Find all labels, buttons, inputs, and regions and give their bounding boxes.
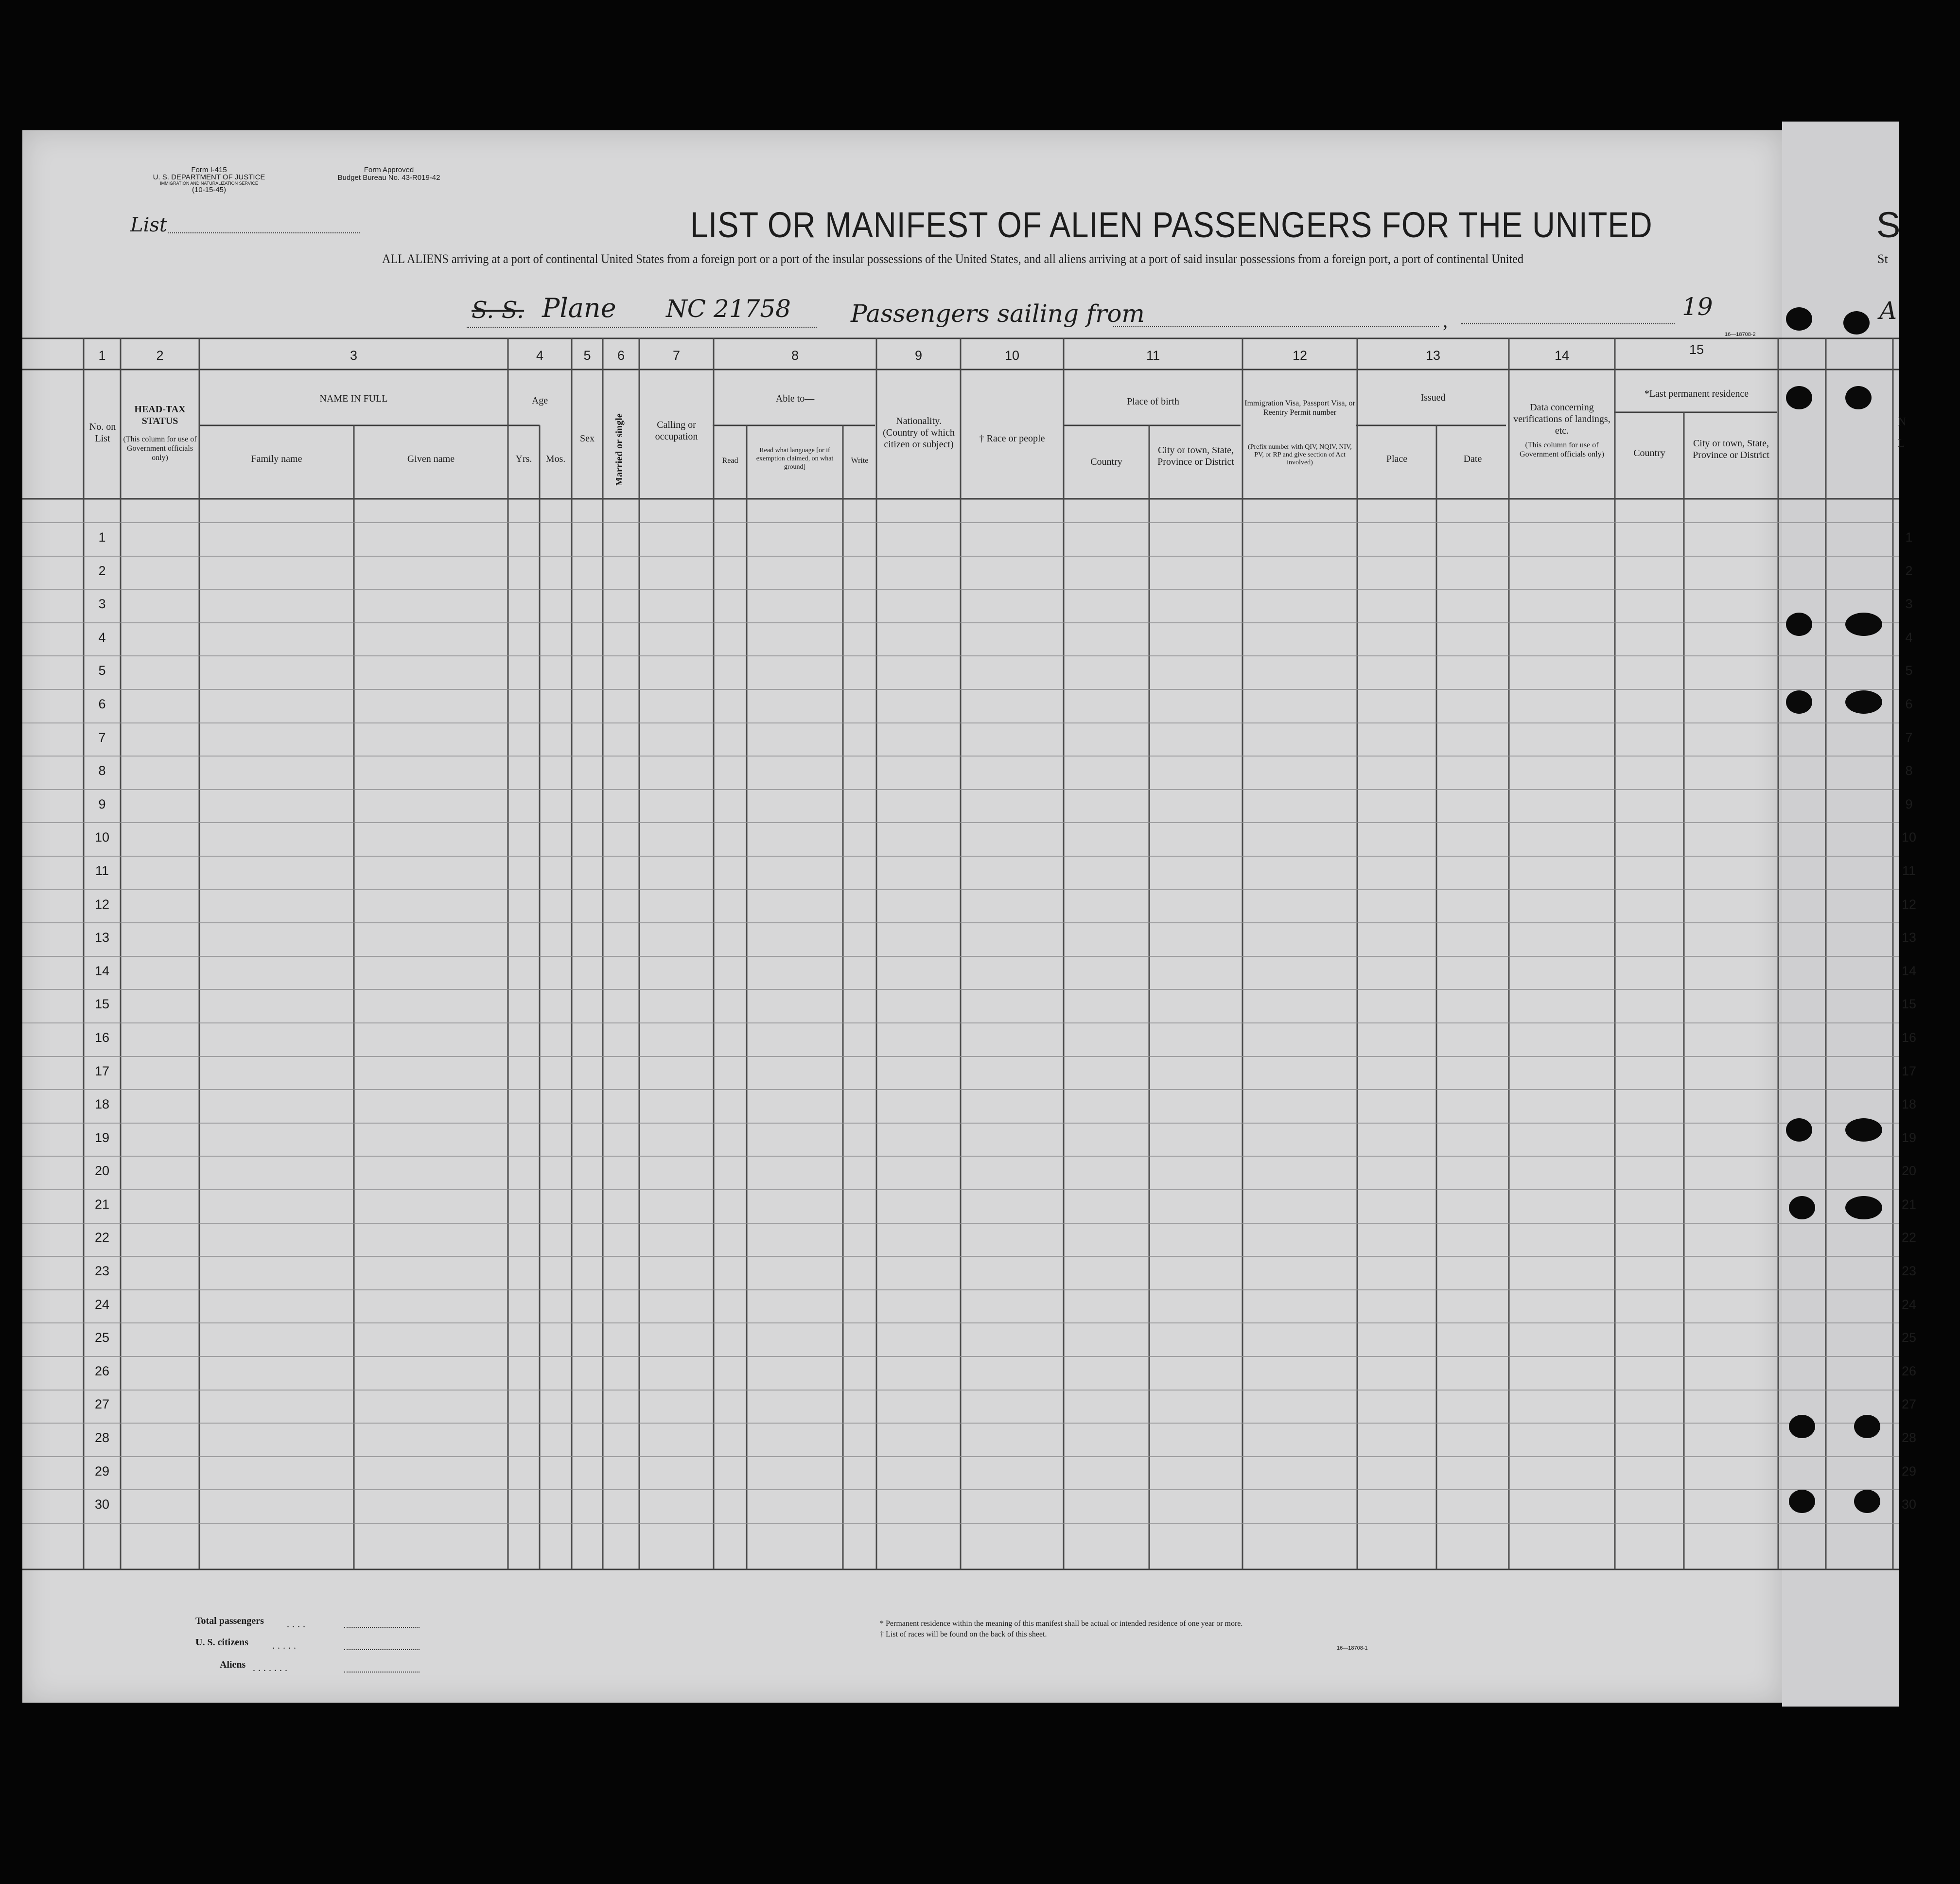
col-header-read-language: Read what language [or if exemption claimed, on what ground] — [756, 447, 834, 471]
total-passengers-field[interactable] — [344, 1627, 420, 1628]
budget-number: Budget Bureau No. 43-R019-42 — [337, 174, 440, 182]
col-header-able-to: Able to— — [775, 393, 815, 404]
row-number: 17 — [1901, 1063, 1917, 1078]
col-header-birth-city: City or town, State, Province or District — [1157, 445, 1234, 467]
col-header-age-mos: Mos. — [545, 454, 566, 464]
footnote-races: † List of races will be found on the back of this sheet. — [880, 1630, 1047, 1638]
row-number: 19 — [1901, 1130, 1917, 1145]
service-name: IMMIGRATION AND NATURALIZATION SERVICE — [160, 181, 258, 186]
row-number: 21 — [94, 1197, 110, 1212]
col-header-read: Read — [722, 457, 738, 465]
col-num-8: 8 — [791, 348, 799, 363]
punch-hole — [1854, 1415, 1880, 1438]
row-number: 26 — [1901, 1363, 1917, 1378]
row-number: 1 — [98, 530, 106, 545]
subtitle-continuation: St — [1877, 252, 1888, 266]
row-number: 13 — [1901, 930, 1917, 945]
punch-hole — [1843, 311, 1870, 335]
us-citizens-label: U. S. citizens — [195, 1637, 248, 1648]
row-number: 7 — [1905, 730, 1913, 745]
col-header-last-residence: *Last permanent residence — [1644, 388, 1749, 399]
row-number: 8 — [98, 763, 106, 778]
row-number: 14 — [1901, 963, 1917, 978]
row-number: 6 — [98, 696, 106, 711]
punch-hole — [1789, 1196, 1815, 1219]
col-header-head-tax: HEAD-TAX STATUS — [134, 404, 186, 426]
us-citizens-field[interactable] — [344, 1649, 420, 1650]
punch-hole — [1845, 1196, 1882, 1219]
col-header-no-on-list: No. on List — [89, 422, 116, 444]
row-number: 25 — [94, 1330, 110, 1345]
aliens-field[interactable] — [344, 1672, 420, 1673]
title-continuation: S — [1876, 205, 1901, 245]
col-header-birth-country: Country — [1090, 457, 1122, 467]
row-number: 20 — [1901, 1163, 1917, 1179]
revision-date: (10-15-45) — [192, 186, 227, 194]
col-header-visa: Immigration Visa, Passport Visa, or Reentry Permit number — [1244, 399, 1355, 417]
row-number: 2 — [98, 563, 106, 578]
punch-hole — [1786, 690, 1812, 714]
row-number: 16 — [94, 1030, 110, 1045]
print-code: 16—18708-2 — [1725, 332, 1756, 337]
row-number: 1 — [1905, 530, 1913, 545]
department-name: U. S. DEPARTMENT OF JUSTICE — [153, 173, 265, 181]
row-number: 12 — [94, 897, 110, 912]
col-header-place-of-birth: Place of birth — [1127, 396, 1179, 407]
punch-hole — [1854, 1490, 1880, 1513]
footnote-permanent-residence: * Permanent residence within the meaning of this manifest shall be actual or intended residence of one year or more. — [880, 1620, 1243, 1628]
row-number: 13 — [94, 930, 110, 945]
col-num-9: 9 — [914, 348, 923, 363]
sailing-label: Passengers sailing from — [851, 299, 1145, 328]
col-header-issued-date: Date — [1463, 454, 1482, 464]
col-header-verifications-note: (This column for use of Government officials only) — [1520, 441, 1604, 458]
row-number: 8 — [1905, 763, 1913, 778]
col-num-6: 6 — [617, 348, 625, 363]
punch-hole — [1845, 386, 1872, 409]
col-header-issued-place: Place — [1386, 454, 1408, 464]
row-number: 9 — [98, 796, 106, 811]
row-number: 23 — [1901, 1264, 1917, 1279]
col-header-verifications: Data concerning verifications of landings, etc. — [1513, 402, 1610, 436]
leader-dots: ..... — [272, 1640, 299, 1651]
row-number: 16 — [1901, 1030, 1917, 1045]
row-number: 19 — [94, 1130, 110, 1145]
col-num-5: 5 — [583, 348, 591, 363]
leader-dots: .... — [287, 1619, 308, 1630]
row-number: 5 — [1905, 663, 1913, 678]
row-number: 26 — [94, 1363, 110, 1378]
right-header-fragment: A — [1879, 297, 1897, 325]
row-number: 28 — [94, 1430, 110, 1445]
row-number: 20 — [94, 1163, 110, 1179]
col-header-calling: Calling or occupation — [655, 420, 698, 442]
col-header-race: † Race or people — [979, 433, 1045, 444]
row-numbers-right — [1893, 530, 1925, 1531]
col-num-15: 15 — [1689, 342, 1704, 357]
punch-hole — [1786, 386, 1812, 409]
col-num-4: 4 — [536, 348, 544, 363]
row-number: 4 — [1905, 630, 1913, 645]
punch-hole — [1845, 690, 1882, 714]
punch-hole — [1786, 307, 1812, 331]
row-number: 25 — [1901, 1330, 1917, 1345]
row-number: 27 — [1901, 1397, 1917, 1412]
page-subtitle: ALL ALIENS arriving at a port of continental United States from a foreign port or a port of the insular possessions of the United States, and all aliens arriving at a port of said insular possessions from a foreign port, a port of continental United — [382, 252, 1524, 266]
row-number: 3 — [98, 597, 106, 612]
row-number: 23 — [94, 1264, 110, 1279]
page-title: LIST OR MANIFEST OF ALIEN PASSENGERS FOR THE UNITED — [690, 205, 1653, 245]
row-number: 10 — [94, 830, 110, 845]
vessel-number: NC 21758 — [666, 295, 791, 323]
aliens-label: Aliens — [220, 1659, 246, 1670]
row-number: 24 — [1901, 1297, 1917, 1312]
form-approved: Form Approved — [364, 166, 414, 174]
col-num-3: 3 — [350, 348, 358, 363]
punch-hole — [1786, 613, 1812, 636]
col-header-nationality: Nationality. (Country of which citizen or subject) — [883, 416, 955, 450]
col-header-age-yrs: Yrs. — [515, 454, 532, 464]
col-num-7: 7 — [672, 348, 681, 363]
row-number: 11 — [95, 863, 109, 878]
list-label: List — [130, 214, 167, 236]
row-number: 3 — [1905, 597, 1913, 612]
row-number: 22 — [94, 1230, 110, 1245]
row-number: 15 — [94, 997, 110, 1012]
row-number: 29 — [1901, 1463, 1917, 1479]
vessel-prefix: S. S. — [472, 297, 525, 324]
punch-hole — [1845, 613, 1882, 636]
row-number: 27 — [94, 1397, 110, 1412]
col-num-12: 12 — [1292, 348, 1308, 363]
row-number: 24 — [94, 1297, 110, 1312]
col-num-14: 14 — [1554, 348, 1570, 363]
row-number: 30 — [1901, 1497, 1917, 1512]
row-number: 12 — [1901, 897, 1917, 912]
row-number: 11 — [1902, 863, 1916, 878]
year-prefix: 19 — [1682, 293, 1713, 321]
row-number: 9 — [1905, 796, 1913, 811]
punch-hole — [1789, 1490, 1815, 1513]
col-header-family-name: Family name — [251, 454, 302, 464]
vessel-name: Plane — [542, 293, 616, 323]
col-header-given-name: Given name — [407, 454, 455, 464]
col-num-13: 13 — [1425, 348, 1441, 363]
row-number: 7 — [98, 730, 106, 745]
row-numbers-left — [84, 530, 121, 1531]
footnote-code: 16—18708-1 — [1337, 1645, 1368, 1651]
row-number: 21 — [1901, 1197, 1917, 1212]
col-num-10: 10 — [1004, 348, 1020, 363]
col-header-visa-note: (Prefix number with QIV, NQIV, NIV, PV, or RP and give section of Act involved) — [1248, 443, 1352, 466]
col-num-1: 1 — [98, 348, 106, 363]
row-number: 18 — [1901, 1097, 1917, 1112]
row-number: 15 — [1901, 997, 1917, 1012]
row-number: 18 — [94, 1097, 110, 1112]
punch-hole — [1786, 1118, 1812, 1142]
total-passengers-label: Total passengers — [195, 1616, 264, 1626]
row-number: 4 — [98, 630, 106, 645]
col-header-name: NAME IN FULL — [319, 393, 388, 404]
row-number: 28 — [1901, 1430, 1917, 1445]
row-number: 30 — [94, 1497, 110, 1512]
right-fragment-n: N — [1898, 416, 1907, 428]
col-header-head-tax-note: (This column for use of Government officials only) — [123, 435, 197, 462]
leader-dots: ....... — [253, 1663, 290, 1673]
col-header-residence-country: Country — [1633, 448, 1665, 458]
punch-hole — [1789, 1415, 1815, 1438]
right-fragment-l: L — [1898, 437, 1905, 450]
comma: , — [1443, 310, 1448, 332]
row-number: 29 — [94, 1463, 110, 1479]
col-header-issued: Issued — [1420, 392, 1446, 403]
col-num-11: 11 — [1146, 348, 1160, 363]
col-header-married: Married or single — [614, 413, 625, 486]
col-header-sex: Sex — [580, 433, 595, 444]
row-number: 14 — [94, 963, 110, 978]
col-header-age: Age — [531, 395, 548, 406]
row-number: 5 — [98, 663, 106, 678]
punch-hole — [1845, 1118, 1882, 1142]
row-number: 22 — [1901, 1230, 1917, 1245]
row-number: 10 — [1901, 830, 1917, 845]
row-number: 17 — [94, 1063, 110, 1078]
row-number: 6 — [1905, 696, 1913, 711]
row-number: 2 — [1905, 563, 1913, 578]
col-header-residence-city: City or town, State, Province or District — [1693, 438, 1769, 460]
form-number: Form I-415 — [191, 166, 227, 174]
col-num-2: 2 — [156, 348, 164, 363]
col-header-write: Write — [851, 457, 869, 465]
